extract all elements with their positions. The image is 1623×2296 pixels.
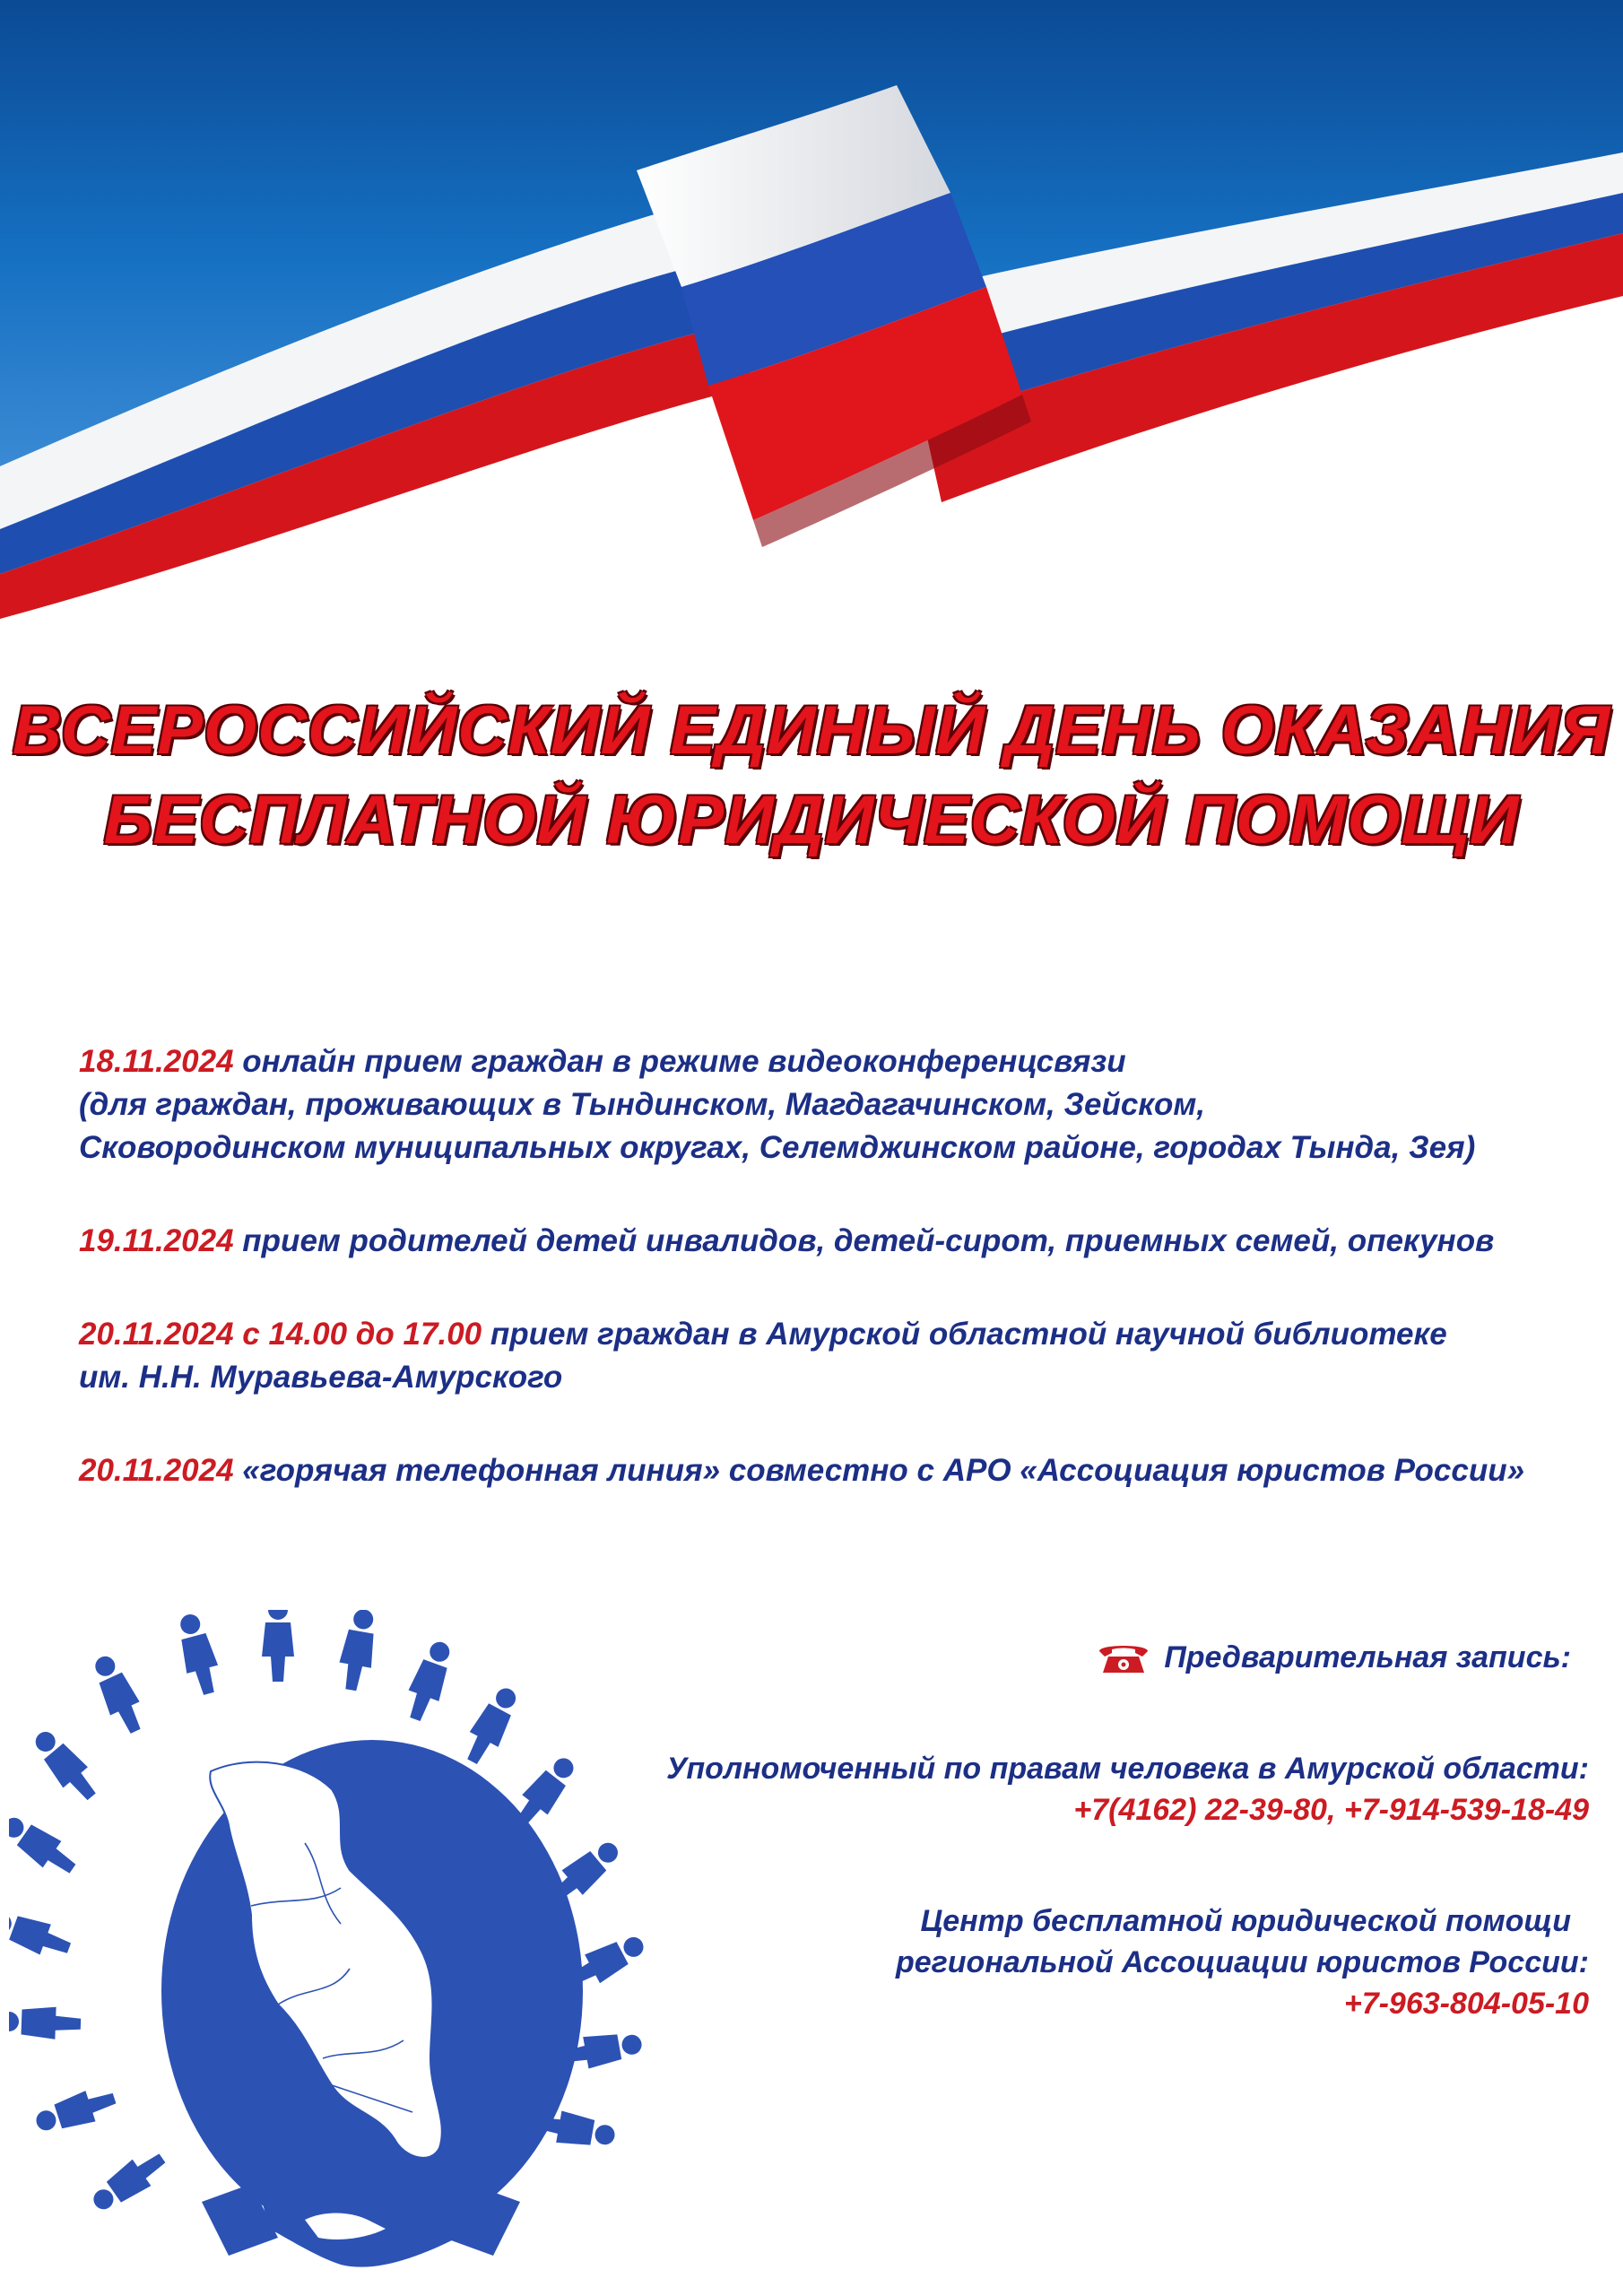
pre-registration-label: Предварительная запись: [1164, 1640, 1571, 1674]
event-date: 20.11.2024 с 14.00 до 17.00 [79, 1317, 482, 1352]
pre-registration [603, 1637, 1571, 1678]
event-text: (для граждан, проживающих в Тындинском, Магдагачинском, Зейском, [79, 1087, 1206, 1122]
legal-center-label-1: Центр бесплатной юридической помощи [920, 1904, 1571, 1938]
title-line-2: БЕСПЛАТНОЙ ЮРИДИЧЕСКОЙ ПОМОЩИ [103, 782, 1520, 858]
event-text: им. Н.Н. Муравьева-Амурского [79, 1360, 563, 1395]
event-text: «горячая телефонная линия» совместно с АРО «Ассоциация юристов России» [233, 1453, 1525, 1488]
event-item [79, 1040, 1585, 1170]
event-text: онлайн прием граждан в режиме видеоконференцсвязи [233, 1044, 1126, 1079]
ombudsman-phones: +7(4162) 22-39-80, +7-914-539-18-49 [1073, 1793, 1589, 1827]
event-item [79, 1220, 1585, 1263]
legal-center-contact [603, 1900, 1589, 2024]
flag-ribbon-banner [0, 0, 1623, 628]
event-date: 20.11.2024 [79, 1453, 234, 1488]
event-text: Сковородинском муниципальных округах, Селемджинском районе, городах Тында, Зея) [79, 1130, 1476, 1165]
event-date: 19.11.2024 [79, 1223, 234, 1258]
contacts-block [603, 1637, 1589, 2024]
telephone-icon [1096, 1639, 1151, 1674]
legal-center-phone: +7-963-804-05-10 [1343, 1987, 1589, 2021]
event-text: прием родителей детей инвалидов, детей-сирот, приемных семей, опекунов [233, 1223, 1495, 1258]
events-list [79, 1040, 1585, 1543]
globe-people-logo [9, 1610, 673, 2292]
event-item [79, 1313, 1585, 1399]
title-line-1: ВСЕРОССИЙСКИЙ ЕДИНЫЙ ДЕНЬ ОКАЗАНИЯ [12, 692, 1611, 769]
event-date: 18.11.2024 [79, 1044, 234, 1079]
event-item [79, 1449, 1585, 1492]
event-text: прием граждан в Амурской областной научной библиотеке [482, 1317, 1447, 1352]
ombudsman-label: Уполномоченный по правам человека в Амурской области: [666, 1752, 1589, 1786]
ombudsman-contact [603, 1748, 1589, 1831]
legal-center-label-2: региональной Ассоциации юристов России: [895, 1945, 1589, 1979]
main-title [0, 686, 1623, 865]
